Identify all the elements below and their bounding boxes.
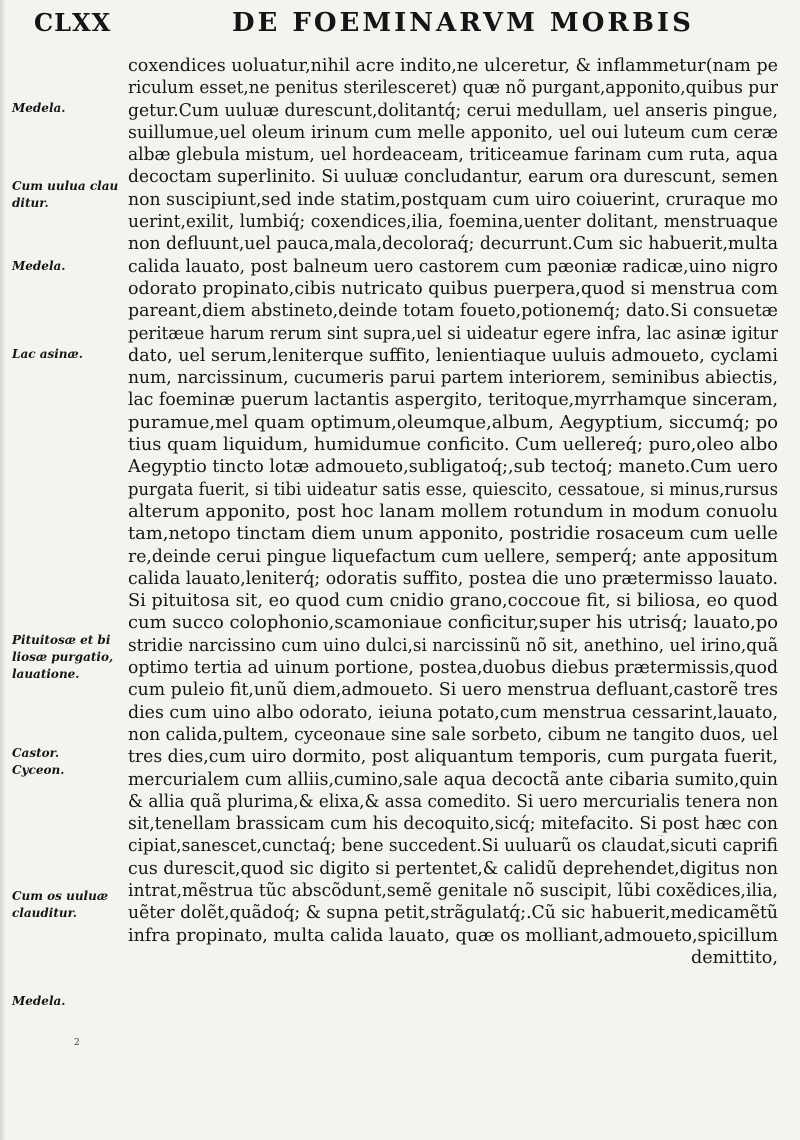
margin-note-line: Cum os uuluæ [12,889,108,903]
running-title: DE FOEMINARVM MORBIS [232,8,694,38]
text-line: lac foeminæ puerum lactantis aspergito, teritoque,myrrhamque sinceram, [128,390,778,411]
text-line: getur.Cum uuluæ durescunt,dolitantq́; cerui medullam, uel anseris pingue, [128,100,778,121]
text-line: infra propinato, multa calida lauato, quæ os molliant,admoueto,spicillum [128,925,778,946]
text-line: tius quam liquidum, humidumue conficito. Cum uellereq́; puro,oleo albo [128,435,778,456]
text-line: & allia quã plurima,& elixa,& assa comedito. Si uero mercurialis tenera non [128,791,778,812]
text-line: decoctam superlinito. Si uuluæ concludantur, earum ora durescunt, semen [128,167,778,188]
folio-number: CLXX [34,8,112,37]
text-line: Aegyptio tincto lotæ admoueto,subligatoq́;,sub tectoq́; maneto.Cum uero [128,457,778,478]
text-line: dato, uel serum,leniterque suffito, lenientiaque uuluis admoueto, cyclami [128,345,778,366]
margin-note [12,745,124,779]
text-line: suillumue,uel oleum irinum cum melle apponito, uel oui luteum cum ceræ [128,122,778,143]
text-line: num, narcissinum, cucumeris parui partem interiorem, seminibus abiectis, [128,368,778,389]
text-line: cum succo colophonio,scamoniaue conficitur,super his utrisq́; lauato,po [128,613,778,634]
text-line: riculum esset,ne penitus sterilesceret) quæ nõ purgant,apponito,quibus pur [128,78,778,99]
text-line: sit,tenellam brassicam cum his decoquito,sicq́; mitefacito. Si post hæc con [128,814,778,835]
margin-note-line: ditur. [12,196,49,210]
text-line: non calida,pultem, cyceonaue sine sale sorbeto, cibum ne tangito duos, uel [128,724,778,745]
text-line: cum puleio fit,unũ diem,admoueto. Si uero menstrua defluant,castorẽ tres [128,680,778,701]
margin-note [12,100,124,117]
text-line: coxendices uoluatur,nihil acre indito,ne ulceretur, & inflammetur(nam pe [128,56,778,76]
text-line: peritæue harum rerum sint supra,uel si uideatur egere infra, lac asinæ igitur [128,323,778,344]
text-line: pareant,diem abstineto,deinde totam foueto,potionemq́; dato.Si consuetæ [128,301,778,322]
margin-note [12,993,124,1010]
margin-notes [0,0,128,1140]
margin-note-line: Medela. [12,259,66,273]
text-line: calida lauato,leniterq́; odoratis suffito, postea die uno prætermisso lauato. [128,568,778,589]
text-line: alterum apponito, post hoc lanam mollem rotundum in modum conuolu [128,501,778,522]
text-line: albæ glebula mistum, uel hordeaceam, triticeamue farinam cum ruta, aqua [128,145,778,166]
signature-mark: 2 [74,1038,80,1048]
margin-note [12,346,124,363]
text-line: uerint,exilit, lumbiq́; coxendices,ilia, foemina,uenter dolitant, menstruaque [128,212,778,233]
margin-note [12,632,124,683]
margin-note-line: Castor. [12,746,60,760]
margin-note-line: Pituitosæ et bi [12,633,111,647]
text-line: mercurialem cum alliis,cumino,sale aqua decoctã ante cibaria sumito,quin [128,769,778,790]
text-line: tam,netopo tinctam diem unum apponito, postridie rosaceum cum uelle [128,524,778,545]
text-line: non defluunt,uel pauca,mala,decoloraq́; decurrunt.Cum sic habuerit,multa [128,234,778,255]
margin-note-line: Medela. [12,994,66,1008]
text-line: re,deinde cerui pingue liquefactum cum uellere, semperq́; ante appositum [128,546,778,567]
text-line: uẽter dolẽt,quãdoq́; & supna petit,strãgulatq́;.Cũ sic habuerit,medicamẽtũ [128,903,778,924]
margin-note [12,258,124,275]
text-line: demittito, [690,947,778,968]
text-line: odorato propinato,cibis nutricato quibus puerpera,quod si menstrua com [128,278,778,299]
text-line: calida lauato, post balneum uero castorem cum pæoniæ radicæ,uino nigro [128,256,778,277]
text-line: Si pituitosa sit, eo quod cum cnidio grano,coccoue fit, si biliosa, eo quod [128,591,778,612]
margin-note-line: Medela. [12,101,66,115]
margin-note-line: Cyceon. [12,763,65,777]
margin-note [12,178,124,212]
margin-note [12,888,124,922]
text-line: dies cum uino albo odorato, ieiuna potato,cum menstrua cessarint,lauato, [128,702,778,723]
text-line: intrat,mẽstrua tũc abscõdunt̃,semẽ genitale nõ suscipit, lũbi coxẽdices,ilia, [128,880,778,901]
body-text [128,55,778,969]
margin-note-line: liosæ purgatio, [12,650,114,664]
text-line: cus durescit,quod sic digito si pertentet,& calidũ deprehendet,digitus non [128,858,778,879]
margin-note-line: Lac asinæ. [12,347,83,361]
margin-note-line: Cum uulua clau [12,179,119,193]
text-line: stridie narcissino cum uino dulci,si narcissinũ nõ sit, anethino, uel irino,quã [128,635,778,656]
text-line: tres dies,cum uiro dormito, post aliquantum temporis, cum purgata fuerit, [128,747,778,768]
text-line: non suscipiunt,sed inde statim,postquam cum uiro coiuerint, cruraque mo [128,189,778,210]
margin-note-line: clauditur. [12,906,77,920]
text-line: optimo tertia ad uinum portione, postea,duobus diebus prætermissis,quod [128,658,778,679]
text-line: puramue,mel quam optimum,oleumque,album, Aegyptium, siccumq́; po [128,412,778,433]
margin-note-line: lauatione. [12,667,80,681]
text-line: purgata fuerit, si tibi uideatur satis esse, quiescito, cessatoue, si minus,rursus [128,479,778,500]
text-line: cipiat,sanescet,cunctaq́; bene succedent.Si uuluarũ os claudat̃,sicuti caprifi [128,836,778,857]
